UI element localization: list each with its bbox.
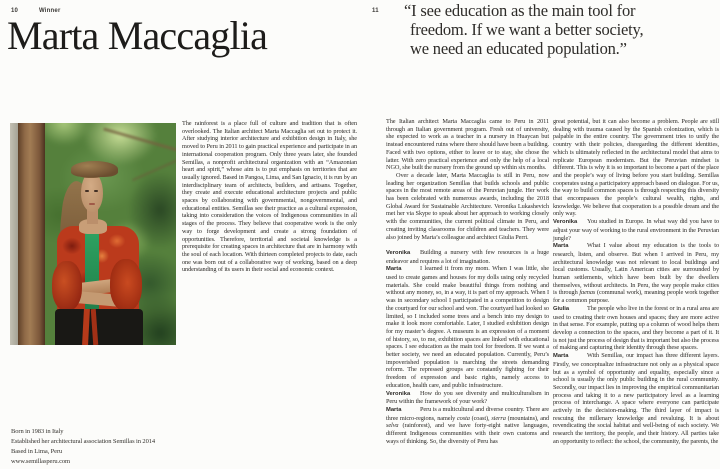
right-page <box>360 0 720 469</box>
paragraph: The rainforest is a place full of culture and tradition that is often overlooked. The Italian architect Marta Maccaglia set out to protect it. After studying interior architecture and exhibition design in Italy, she moved to Peru in 2011 to gain practical experience and participate in an international cooperation program. Only three years later, she founded Semillas, a nonprofit architectural organization with an “Amazonian heart and spirit,” whose aim is to put emphasis on territories that are usually ignored. Based in Pangoa, Lima, and San Ignacio, it is run by an interdisciplinary team of architects, builders, and artisans. Together, they create and execute educational architecture projects and public spaces by collaborating with governmental, nongovernmental, and educational entities. Semillas see their practice as a cultural expression, taking into consideration the voices of Indigenous communities in all stages of the process. They believe that cooperative work is the only way to forge development and create a strong foundation of opportunities. Therefore, territorial and societal knowledge is a prerequisite for creating spaces in architecture that are in harmony with the soul of each location. With thirteen completed projects to date, each one was born out of a collaborative way of working, based on a deep understanding of its users in their social and economic context. <box>182 120 357 274</box>
face <box>81 172 103 212</box>
speaker-name: Veronika <box>386 390 411 397</box>
intro-paragraph <box>182 120 357 274</box>
speaker-name: Giulia <box>553 305 570 312</box>
bio-block <box>11 427 155 467</box>
interview-turns <box>386 249 549 446</box>
wood-post <box>18 123 45 345</box>
continuation-paragraph <box>553 118 719 218</box>
speaker-name: Marta <box>553 353 569 360</box>
section-label: Winner <box>39 8 61 14</box>
quote-line: freedom. If we want a better society, <box>410 19 644 39</box>
article-intro <box>386 118 549 241</box>
interview-turns <box>553 218 719 445</box>
mouth <box>89 203 95 205</box>
red-sleeve <box>52 261 82 311</box>
pull-quote <box>404 2 720 58</box>
bio-line: Established her architectural association Semillas in 2014 <box>11 437 156 445</box>
page-number-right: 11 <box>372 8 379 14</box>
speaker-name: Veronika <box>553 219 578 226</box>
bio-line: Born in 1983 in Italy <box>11 428 64 435</box>
interview-turn: Marta With Semillas, our impact has three different layers. Firstly, we conceptualize infrastructure not only as a physical space but as a symbol of opportunity and equality, especially since a school is usually the only public building in the rural community. Secondly, our impact lies in improving the empirical communitarian process and taking it to a new participatory level as a learning process of interchange. A space where everyone can participate actively in the decision-making. The third layer of impact is rescuing the millenary knowledge and revaluing. It is about revendicating the social habitat and well-being of each society. We research the territory, the people, and their history. All parties take an opportunity to reflect: the school, the community, the parents, the <box>553 352 719 445</box>
bio-line: Based in Lima, Peru <box>11 447 63 455</box>
black-skirt <box>55 309 143 345</box>
quote-line: “I see education as the main tool for <box>404 1 636 20</box>
speaker-name: Veronika <box>386 249 411 256</box>
page-title: Marta Maccaglia <box>7 13 268 58</box>
bio-line: www.semillasperu.com <box>11 457 70 465</box>
eye <box>85 190 89 192</box>
interview-turn: Giulia The people who live in the forest or in a rural area are used to creating their own houses and spaces; they are more active in that sense. For example, putting up a column of wood helps them develop a connection to the spaces, and they become a part of it. It is not just the process of design that is important but also the process of making and capturing their identity through these spaces. <box>553 304 719 352</box>
paragraph: The Italian architect Marta Maccaglia came to Peru in 2011 through an Italian government program. Fresh out of university, she expected to work as a teacher in a nursery in Huaycan but instead encountered ruins where there should have been a building. Faced with two options, either to leave or to stay, she chose the latter. With zero practical experience and only the help of a local NGO, she built the nursery from the ground up within six months. <box>386 118 549 172</box>
portrait-photo <box>10 123 176 345</box>
article-column-1 <box>386 118 549 446</box>
hair-top <box>71 161 118 177</box>
paragraph: Over a decade later, Marta Maccaglia is still in Peru, now leading her organization Semillas that builds schools and public spaces in the most remote areas of the Peruvian jungle. Her work has been celebrated with numerous awards, including the 2018 Global Award for Sustainable Architecture. Veronika Lukashevich met her via Skype to speak about her approach to working closely with the communities, the current political climate in Peru, and creating inviting classrooms for children and teachers. They were also joined by Marta’s colleague and architect Giulia Perri. <box>386 171 549 241</box>
interview-turn: Veronika Building a nursery with few resources is a huge endeavor and requires a lot of imagination. <box>386 248 549 265</box>
article-column-2 <box>553 118 719 446</box>
speaker-name: Marta <box>386 266 402 273</box>
eye <box>94 190 98 192</box>
page-number-left: 10 <box>11 8 19 14</box>
quote-line: we need an educated population.” <box>410 38 627 58</box>
paragraph: great potential, but it can also become a problem. People are still dealing with trauma caused by the Spanish colonization, which is palpable in the entire country. The government tries to unify the country with their policies, disregarding the different identities, which is ultimately reflected in the architectural model that aims to replicate European modernism. But the Peruvian mindset is different. This is why it is so important to become a part of the place and the people’s way of living before you start building. Semillas cooperates using a participatory approach based on dialogue. For us, the way to build common spaces is through respecting this diversity that encompasses the people’s cultural wealth, rights, and knowledge. We believe that cooperation is a possible dream and the only way. <box>553 118 719 218</box>
interview-turn: Veronika How do you see diversity and multiculturalism in Peru within the framework of your work? <box>386 389 549 406</box>
speaker-name: Marta <box>553 243 569 250</box>
concrete-edge <box>10 123 18 345</box>
interview-turn: Marta Peru is a multicultural and diverse country. There are three micro-regions, namely costa (coast), sierra (mountains), and selva (rainforest), and we have forty-eight native languages, different Indigenous communities with their own customs and ways of thinking. So, the diversity of Peru has <box>386 406 549 445</box>
interview-turn: Marta What I value about my education is the tools to research, listen, and observe. But when I arrived in Peru, my architectural knowledge was not relevant to local buildings and local customs. Usually, Latin American cities are surrounded by human settlements, which have been built by the dwellers themselves, without architects. In Peru, the way people make cities is through faenas (communal work), meaning people work together for a common purpose. <box>553 242 719 305</box>
interview-turn: Marta I learned it from my mom. When I was little, she used to create games and houses for my dolls using only recycled materials. She could make beautiful things from nothing and without any money, so, in a way, it is part of my approach. When I was in secondary school I participated in a competition to design the courtyard for our school and won. The courtyard had looked so limited, so I included some trees and a bench into my design to make it look more comfortable. Later, I studied exhibition design for my master’s degree. A museum is an expression of a moment of history, so, to me, exhibition spaces are linked with educational spaces. I see education as the main tool for freedom. If we want a better society, we need an educated population. Currently, Peru’s impoverished population is marching the streets demanding reform. The repressed groups are constantly fighting for their freedom of expression and basic rights, namely access to education, health care, and public infrastructure. <box>386 265 549 389</box>
red-sleeve <box>110 259 142 311</box>
speaker-name: Marta <box>386 407 402 413</box>
interview-turn: Veronika You studied in Europe. In what way did you have to adjust your way of working to the rural environment in the Peruvian jungle? <box>553 218 719 242</box>
